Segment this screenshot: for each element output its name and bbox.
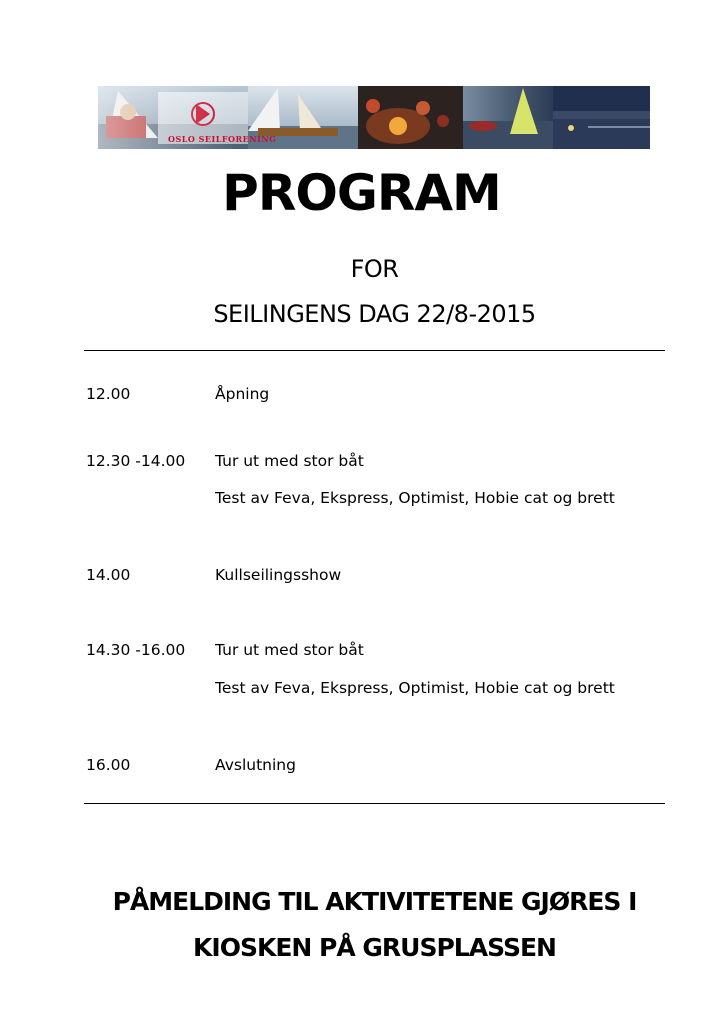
schedule-activity: Tur ut med stor båt [215, 452, 364, 470]
schedule-time: 12.30 -14.00 [86, 452, 186, 470]
registration-note-line2: KIOSKEN PÅ GRUSPLASSEN [193, 933, 556, 962]
schedule-activity: Avslutning [215, 756, 296, 774]
divider-bottom [84, 803, 665, 804]
page-title: PROGRAM [222, 164, 501, 222]
schedule-time: 14.00 [86, 566, 131, 584]
schedule-activity: Kullseilingsshow [215, 566, 342, 584]
subtitle-for: FOR [350, 255, 399, 283]
schedule-detail: Test av Feva, Ekspress, Optimist, Hobie cat og brett [215, 679, 615, 697]
divider-top [84, 350, 665, 351]
schedule-detail: Test av Feva, Ekspress, Optimist, Hobie cat og brett [215, 489, 615, 507]
logo-text: OSLO SEILFORENING [168, 134, 277, 144]
schedule-time: 14.30 -16.00 [86, 641, 186, 659]
schedule-time: 12.00 [86, 385, 131, 403]
schedule-activity: Åpning [215, 385, 270, 403]
banner-photo-collage [98, 86, 650, 149]
schedule-time: 16.00 [86, 756, 131, 774]
registration-note-line1: PÅMELDING TIL AKTIVITETENE GJØRES I [112, 887, 637, 916]
schedule-activity: Tur ut med stor båt [215, 641, 364, 659]
subtitle-event-date: SEILINGENS DAG 22/8-2015 [213, 300, 536, 328]
